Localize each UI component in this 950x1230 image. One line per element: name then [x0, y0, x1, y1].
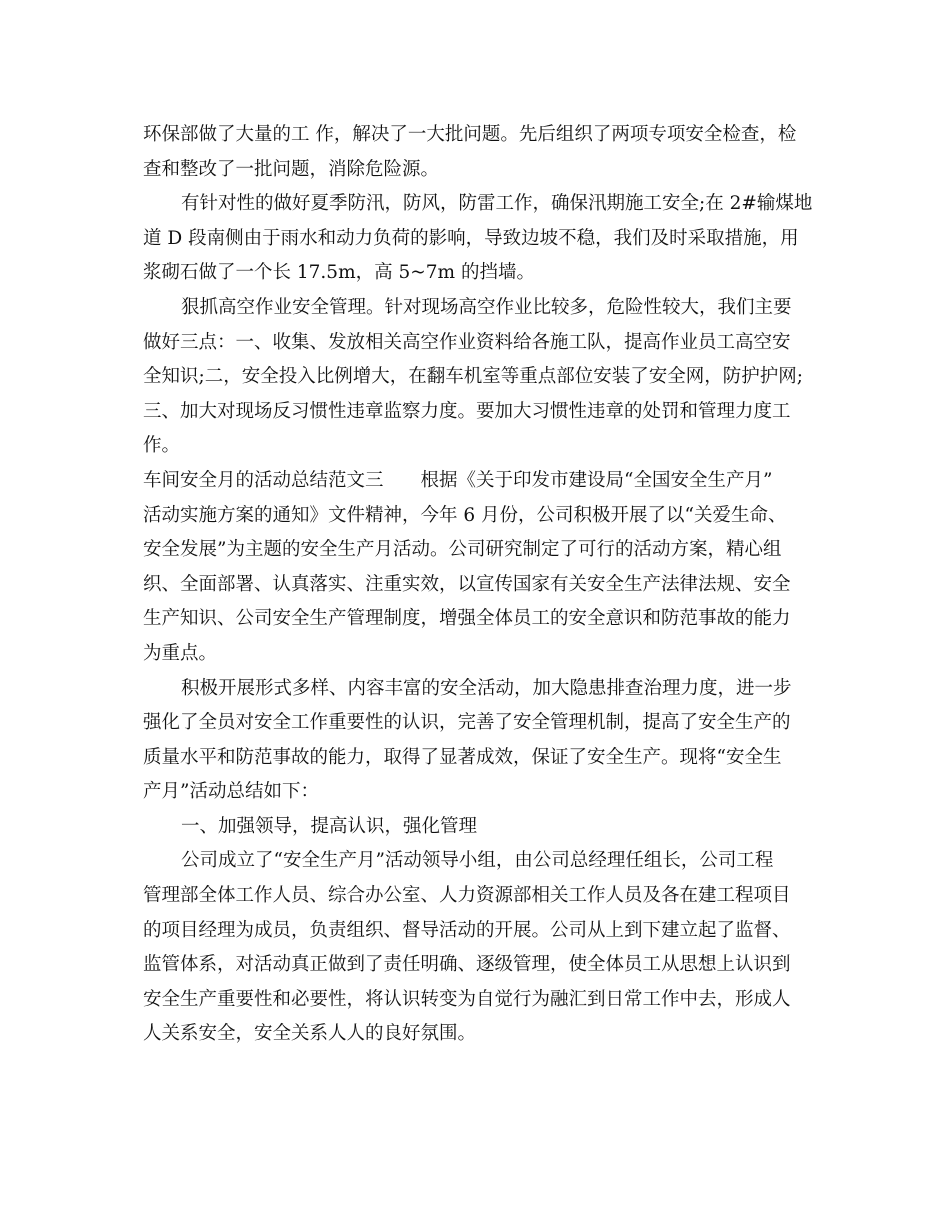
text-line: 有针对性的做好夏季防汛，防风，防雷工作，确保汛期施工安全;在 2#输煤地: [181, 193, 813, 215]
text-line: 作。: [143, 435, 181, 457]
text-line: 公司成立了“安全生产月”活动领导小组，由公司总经理任组长，公司工程: [181, 850, 774, 872]
text-line: 安全发展”为主题的安全生产月活动。公司研究制定了可行的活动方案，精心组: [143, 539, 782, 561]
text-line: 产月”活动总结如下：: [143, 781, 319, 803]
text-line: 查和整改了一批问题，消除危险源。: [143, 158, 440, 180]
text-line: 道 D 段南侧由于雨水和动力负荷的影响，导致边坡不稳，我们及时采取措施，用: [143, 227, 799, 249]
text-line: 管理部全体工作人员、综合办公室、人力资源部相关工作人员及各在建工程项目: [143, 885, 791, 907]
text-line: 三、加大对现场反习惯性违章监察力度。要加大习惯性违章的处罚和管理力度工: [143, 400, 791, 422]
subheading-line: 一、加强领导，提高认识，强化管理: [181, 815, 478, 837]
text-line: 为重点。: [143, 642, 218, 664]
text-line: 强化了全员对安全工作重要性的认识，完善了安全管理机制，提高了安全生产的: [143, 712, 791, 734]
text-line: 质量水平和防范事故的能力，取得了显著成效，保证了安全生产。现将“安全生: [143, 746, 782, 768]
text-line: 安全生产重要性和必要性，将认识转变为自觉行为融汇到日常工作中去，形成人: [143, 988, 791, 1010]
text-line: 狠抓高空作业安全管理。针对现场高空作业比较多，危险性较大，我们主要: [181, 296, 792, 318]
text-line: 监管体系，对活动真正做到了责任明确、逐级管理，使全体员工从思想上认识到: [143, 954, 791, 976]
text-line: 织、全面部署、认真落实、注重实效，以宣传国家有关安全生产法律法规、安全: [143, 573, 791, 595]
text-line: 积极开展形式多样、内容丰富的安全活动，加大隐患排查治理力度，进一步: [181, 677, 792, 699]
text-line: 活动实施方案的通知》文件精神，今年 6 月份，公司积极开展了以“关爱生命、: [143, 504, 787, 526]
text-line: 人关系安全，安全关系人人的良好氛围。: [143, 1023, 477, 1045]
text-line: 做好三点：一、收集、发放相关高空作业资料给各施工队，提高作业员工高空安: [143, 331, 791, 353]
text-line: 全知识;二，安全投入比例增大，在翻车机室等重点部位安装了安全网，防护护网;: [143, 366, 803, 388]
document-body: [143, 118, 813, 1052]
text-line: 生产知识、公司安全生产管理制度，增强全体员工的安全意识和防范事故的能力: [143, 608, 791, 630]
text-line: 浆砌石做了一个长 17.5m，高 5~7m 的挡墙。: [143, 262, 535, 284]
section-heading-line: 车间安全月的活动总结范文三 根据《关于印发市建设局“全国安全生产月”: [143, 469, 773, 491]
text-line: 的项目经理为成员，负责组织、督导活动的开展。公司从上到下建立起了监督、: [143, 919, 791, 941]
text-line: 环保部做了大量的工 作，解决了一大批问题。先后组织了两项专项安全检查，检: [143, 124, 797, 145]
